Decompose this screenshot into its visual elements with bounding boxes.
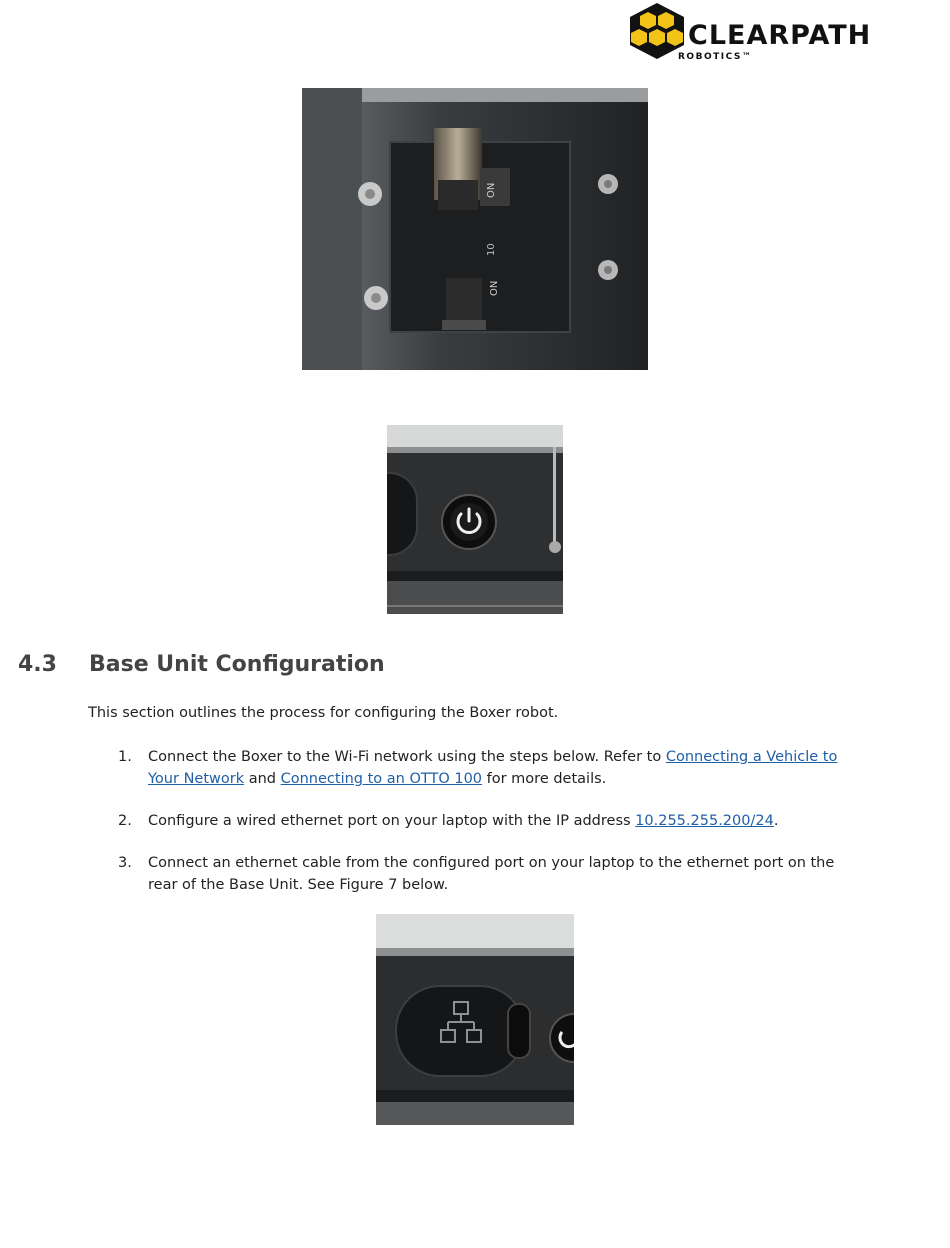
section-title: Base Unit Configuration: [89, 652, 385, 677]
step-number: 1.: [118, 749, 132, 765]
step-text-part: Connect the Boxer to the Wi-Fi network using the steps below. Refer to: [148, 749, 666, 765]
section-intro: This section outlines the process for configuring the Boxer robot.: [88, 705, 559, 721]
switch-label-on-top: ON: [486, 182, 497, 198]
step-number: 3.: [118, 855, 132, 871]
power-button-photo: [387, 425, 563, 614]
step-text: [148, 746, 864, 790]
ethernet-port-photo: [376, 914, 574, 1125]
clearpath-logo: [626, 2, 872, 64]
switch-label-on-bottom: ON: [489, 280, 500, 296]
section-heading: [18, 652, 385, 677]
step-number: 2.: [118, 813, 132, 829]
connecting-otto-link[interactable]: Connecting to an OTTO 100: [280, 771, 483, 787]
power-icon: [442, 495, 496, 549]
step-text-part: for more details.: [482, 771, 607, 787]
brand-subtitle: ROBOTICS™: [678, 52, 753, 62]
step-text: [148, 810, 864, 832]
step-text-part: Configure a wired ethernet port on your laptop with the IP address: [148, 813, 636, 829]
connecting-vehicle-link[interactable]: Connecting a Vehicle to Your Network: [148, 749, 838, 787]
step-text-part: .: [773, 813, 779, 829]
brand-name: CLEARPATH: [688, 20, 872, 51]
switch-label-10: 10: [486, 243, 497, 256]
ip-address-link[interactable]: 10.255.255.200/24: [635, 813, 774, 829]
disconnect-switches-photo: [302, 88, 648, 370]
step-text: Connect an ethernet cable from the configured port on your laptop to the ethernet port on the rear of the Base Unit. See Figure 7 below.: [148, 855, 835, 893]
step-text-part: and: [244, 771, 281, 787]
section-number: 4.3: [18, 652, 57, 677]
